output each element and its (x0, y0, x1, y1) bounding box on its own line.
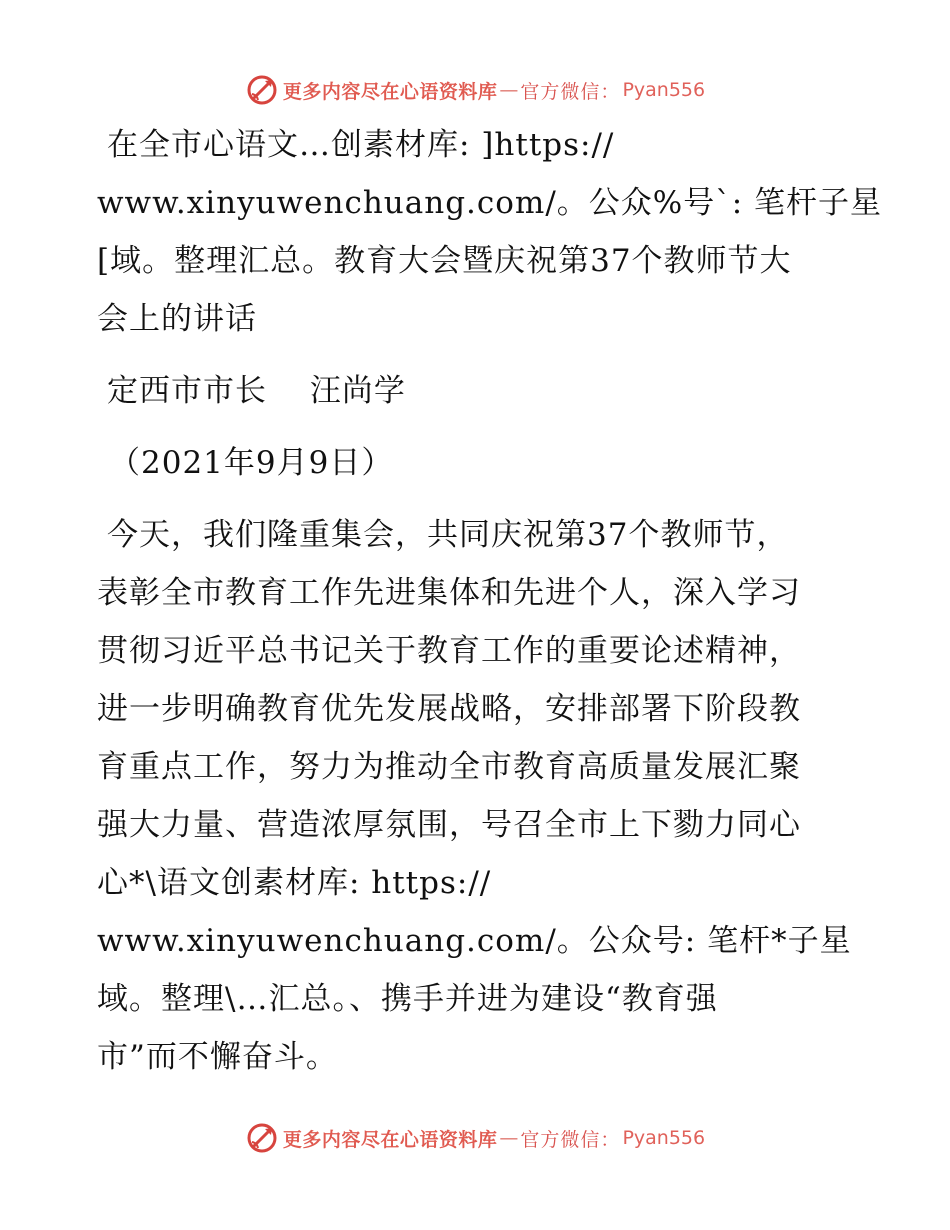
wechat-label: 官方微信： (520, 80, 621, 103)
wechat-label: 官方微信： (520, 1128, 621, 1151)
quill-pen-logo-icon (245, 73, 279, 107)
banner-dash: — (499, 1127, 519, 1149)
body-line: 表彰全市教育工作先进集体和先进个人，深入学习 (97, 575, 801, 611)
body-line: 域。整理\…汇总。、携手并进为建设“教育强 (97, 981, 718, 1017)
header-watermark (0, 70, 950, 110)
body-line: www.xinyuwenchuang.com/。公众号: 笔杆*子星 (97, 923, 852, 959)
date-line: （2021年9月9日） (109, 445, 394, 481)
title-line: www.xinyuwenchuang.com/。公众%号`: 笔杆子星 (97, 185, 883, 221)
body-line: 市”而不懈奋斗。 (97, 1039, 338, 1075)
body-line: 今天，我们隆重集会，共同庆祝第37个教师节， (107, 517, 789, 553)
body-line: 进一步明确教育优先发展战略，安排部署下阶段教 (97, 691, 801, 727)
title-line: [域。整理汇总。教育大会暨庆祝第37个教师节大 (97, 243, 792, 279)
banner-dash: — (499, 79, 519, 101)
quill-pen-logo-icon (245, 1121, 279, 1155)
footer-watermark (0, 1118, 950, 1158)
author-line: 定西市市长 汪尚学 (107, 373, 406, 409)
document-body (97, 116, 883, 1086)
body-line: 强大力量、营造浓厚氛围，号召全市上下勠力同心 (97, 807, 801, 843)
title-line: 在全市心语文…创素材库: ]https:// (107, 127, 615, 163)
brand-text: 更多内容尽在心语资料库 (282, 80, 498, 103)
wechat-account: Pyan556 (622, 79, 706, 101)
brand-text: 更多内容尽在心语资料库 (282, 1128, 498, 1151)
body-line: 育重点工作，努力为推动全市教育高质量发展汇聚 (97, 749, 801, 785)
wechat-account: Pyan556 (622, 1127, 706, 1149)
title-line: 会上的讲话 (97, 301, 257, 337)
body-line: 心*\语文创素材库: https:// (97, 865, 492, 901)
body-line: 贯彻习近平总书记关于教育工作的重要论述精神， (97, 633, 801, 669)
